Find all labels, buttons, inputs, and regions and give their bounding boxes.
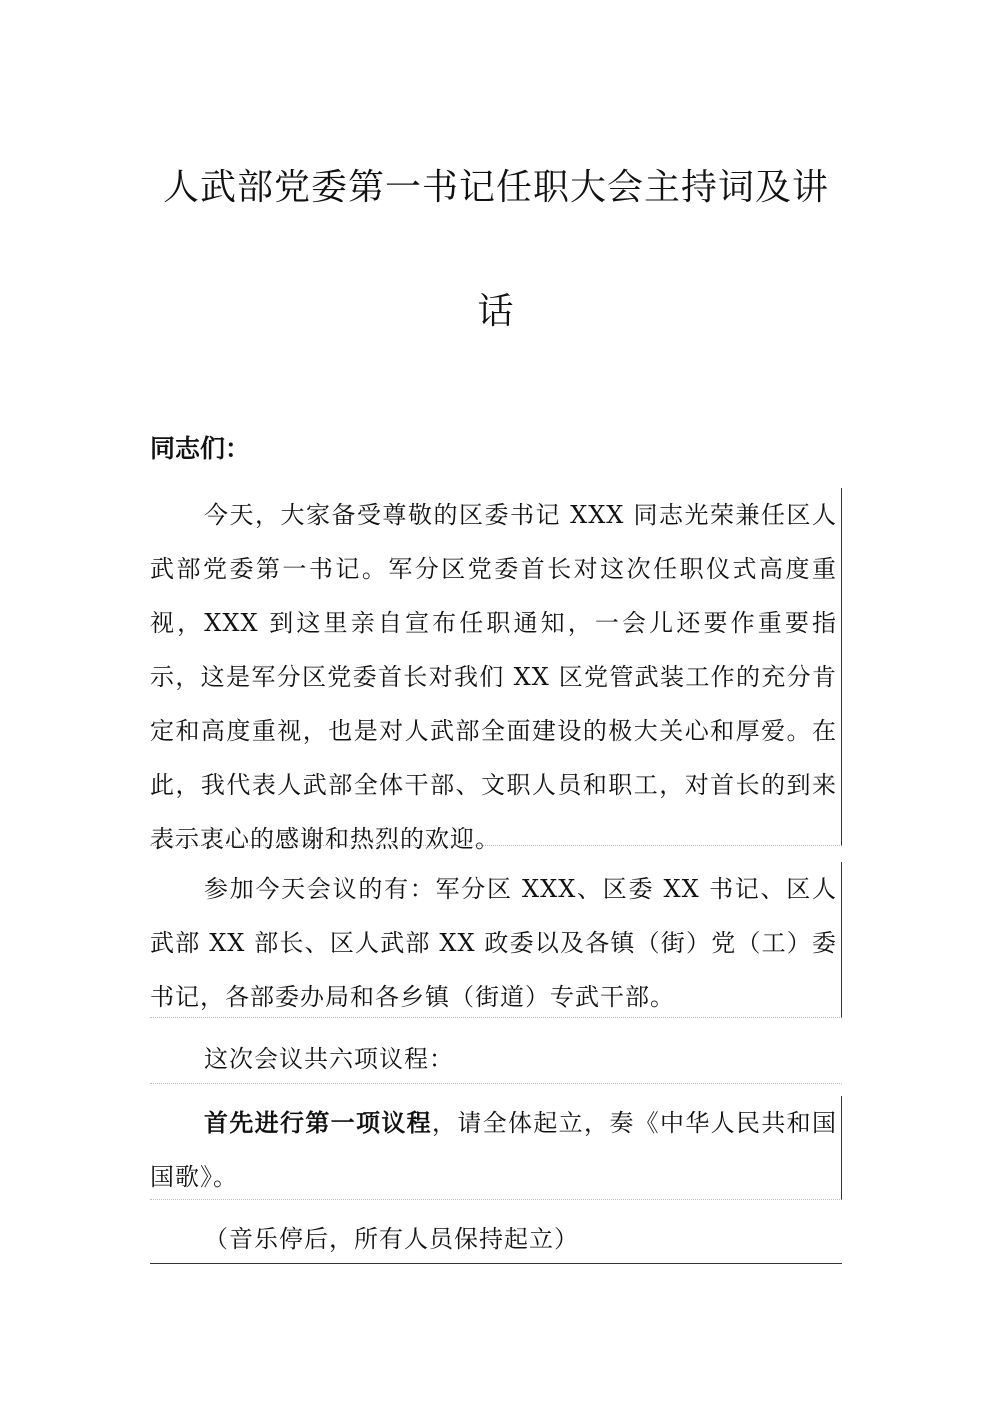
greeting: 同志们： — [150, 434, 251, 463]
document-title-line-2: 话 — [477, 291, 515, 332]
paragraph-attendees: 参加今天会议的有：军分区 XXX、区委 XX 书记、区人武部 XX 部长、区人武部 XX 政委以及各镇（街）党（工）委书记，各部委办局和各乡镇（街道）专武干部。 — [150, 862, 842, 1018]
paragraph-agenda: 这次会议共六项议程： — [150, 1032, 842, 1084]
paragraph-opening: 今天，大家备受尊敬的区委书记 XXX 同志光荣兼任区人武部党委第一书记。军分区党委首长对这次任职仪式高度重视，XXX 到这里亲自宣布任职通知，一会儿还要作重要指示，这是军分区党委首长对我们 XX 区党管武装工作的充分肯定和高度重视，也是对人武部全面建设的极大关心和厚爱。在此，我代表人武部全体干部、文职人员和职工，对首长的到来表示衷心的感谢和热烈的欢迎。 — [150, 488, 842, 846]
paragraph-first-item — [150, 1096, 842, 1200]
paragraph-stage-note: （音乐停后，所有人员保持起立） — [150, 1212, 842, 1264]
first-item-lead: 首先进行第一项议程 — [204, 1109, 432, 1137]
document-title-line-1: 人武部党委第一书记任职大会主持词及讲 — [162, 167, 829, 208]
first-item-text: ，请全体起立，奏《中华人民共和国国歌》。 — [150, 1109, 837, 1191]
